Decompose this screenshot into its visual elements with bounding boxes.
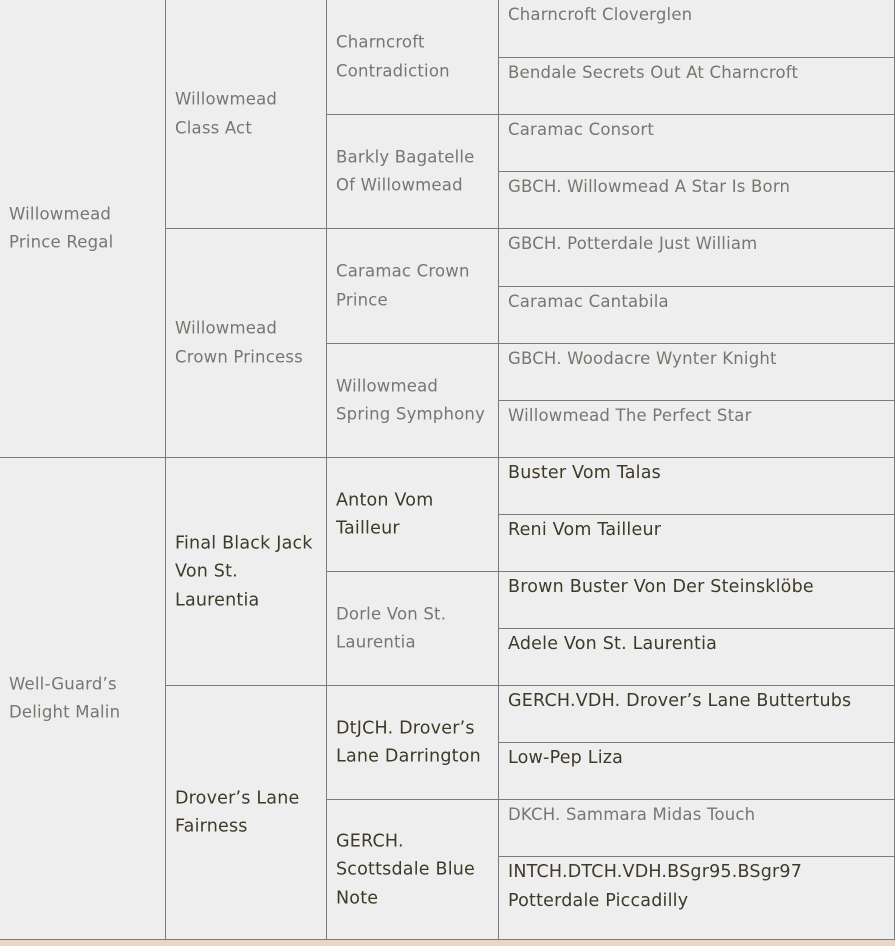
gen4-cell [499,172,895,229]
gen4-name: GBCH. Potterdale Just William [508,234,758,253]
gen2-name: Willowmead Class Act [175,89,278,137]
gen4-cell [499,686,895,743]
gen4-name: Bendale Secrets Out At Charncroft [508,63,799,82]
gen4-cell [499,515,895,572]
gen4-cell [499,800,895,857]
gen4-cell [499,287,895,344]
gen4-name: Willowmead The Perfect Star [508,406,752,425]
gen4-name: Reni Vom Tailleur [508,520,662,540]
gen4-name: GBCH. Woodacre Wynter Knight [508,349,777,368]
gen3-cell [327,229,499,344]
gen4-name: Charncroft Cloverglen [508,5,693,24]
gen4-cell [499,629,895,686]
gen4-name: Buster Vom Talas [508,463,661,483]
gen4-name: Caramac Consort [508,120,655,139]
gen3-cell [327,800,499,940]
gen4-name: GERCH.VDH. Drover’s Lane Buttertubs [508,691,852,711]
gen1-dam-name: Well-Guard’s Delight Malin [9,674,121,722]
gen4-name: Adele Von St. Laurentia [508,634,718,654]
gen3-cell [327,458,499,572]
gen2-name: Drover’s Lane Fairness [175,788,300,837]
gen3-name: Willowmead Spring Symphony [336,376,486,424]
gen2-cell [166,229,327,458]
gen2-cell [166,458,327,686]
gen3-cell [327,344,499,458]
gen4-cell [499,458,895,515]
gen4-name: Brown Buster Von Der Steinsklöbe [508,577,814,597]
gen4-name: Caramac Cantabila [508,292,669,311]
gen3-name: Caramac Crown Prince [336,261,470,309]
gen4-name: Low-Pep Liza [508,748,624,768]
gen1-sire-cell [0,0,166,458]
gen1-sire-name: Willowmead Prince Regal [9,204,114,252]
gen3-name: Anton Vom Tailleur [336,490,434,539]
gen4-cell [499,344,895,401]
gen2-name: Willowmead Crown Princess [175,318,303,366]
gen3-name: Charncroft Contradiction [336,32,450,80]
gen1-dam-cell [0,458,166,940]
gen3-cell [327,0,499,115]
gen3-name: DtJCH. Drover’s Lane Darrington [336,718,481,767]
gen4-cell [499,743,895,800]
gen4-cell [499,229,895,287]
gen2-cell [166,686,327,940]
gen4-cell [499,572,895,629]
gen4-cell [499,0,895,58]
gen3-cell [327,572,499,686]
gen3-cell [327,686,499,800]
gen3-cell [327,115,499,229]
gen2-name: Final Black Jack Von St. Laurentia [175,532,313,610]
gen4-cell [499,857,895,940]
gen3-name: Dorle Von St. Laurentia [336,604,447,652]
gen3-name: Barkly Bagatelle Of Willowmead [336,147,475,195]
gen3-name: GERCH. Scottsdale Blue Note [336,830,476,908]
gen4-cell [499,115,895,172]
gen4-name: INTCH.DTCH.VDH.BSgr95.BSgr97 Potterdale Piccadilly [508,862,803,911]
gen2-cell [166,0,327,229]
bottom-border [0,940,895,946]
gen4-cell [499,58,895,115]
gen4-cell [499,401,895,458]
gen4-name: DKCH. Sammara Midas Touch [508,805,756,824]
gen4-name: GBCH. Willowmead A Star Is Born [508,177,791,196]
